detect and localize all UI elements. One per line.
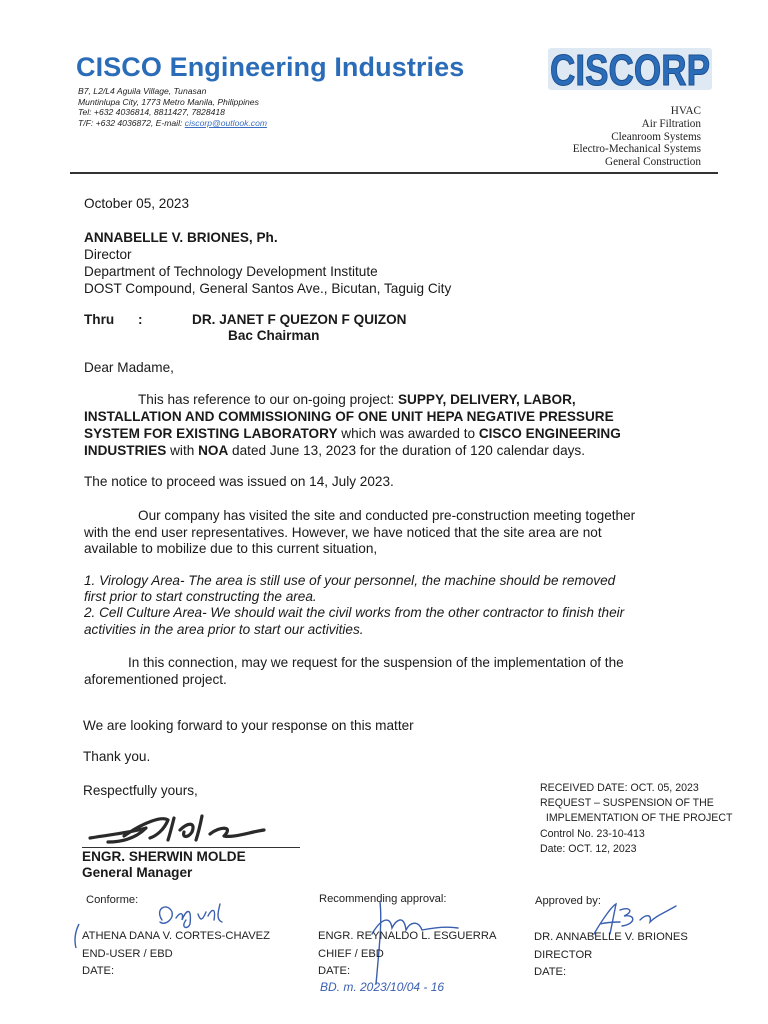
conforme-label: Conforme: bbox=[86, 894, 139, 906]
p1-text: with bbox=[166, 443, 199, 458]
approved-date: DATE: bbox=[534, 966, 567, 979]
thru-name: DR. JANET F QUEZON F QUIZON bbox=[192, 312, 407, 327]
thru-colon: : bbox=[138, 312, 143, 327]
recipient-name: ANNABELLE V. BRIONES, Ph. bbox=[84, 230, 278, 245]
company-address bbox=[78, 86, 267, 128]
service-item: Cleanroom Systems bbox=[611, 130, 701, 143]
recipient-title: Director bbox=[84, 247, 132, 262]
signature-conforme bbox=[150, 898, 230, 932]
handwritten-date: BD. m. 2023/10/04 - 16 bbox=[320, 980, 445, 994]
p1-company: INDUSTRIES bbox=[84, 443, 167, 458]
p1-noa: NOA bbox=[198, 443, 229, 458]
approved-name: DR. ANNABELLE V. BRIONES bbox=[534, 931, 688, 943]
signature-line bbox=[82, 847, 300, 848]
recommending-name: ENGR. REYNALDO L. ESGUERRA bbox=[318, 930, 497, 942]
paragraph-project-reference bbox=[84, 391, 724, 459]
p3-line: available to mobilize due to this current situation, bbox=[84, 541, 378, 557]
p1-text: dated June 13, 2023 for the duration of 120 calendar days. bbox=[228, 443, 585, 458]
recommending-label: Recommending approval: bbox=[319, 893, 447, 905]
list-item: 1. Virology Area- The area is still use of your personnel, the machine should be removed bbox=[84, 573, 616, 588]
stamp-line: Date: OCT. 12, 2023 bbox=[540, 842, 637, 855]
p3-line: with the end user representatives. However, we have noticed that the site area are not bbox=[84, 524, 602, 540]
recommending-role: CHIEF / EBD bbox=[318, 947, 384, 960]
address-line bbox=[78, 118, 267, 129]
paragraph-notice: The notice to proceed was issued on 14, July 2023. bbox=[84, 474, 394, 489]
p1-project: SUPPY, DELIVERY, LABOR, bbox=[397, 392, 576, 407]
company-name: CISCO Engineering Industries bbox=[76, 52, 465, 82]
thank-you: Thank you. bbox=[83, 749, 151, 764]
p1-project: SYSTEM FOR EXISTING LABORATORY bbox=[84, 426, 338, 441]
recommending-date: DATE: bbox=[318, 965, 351, 978]
paragraph-response: We are looking forward to your response on this matter bbox=[83, 718, 414, 733]
service-item: General Construction bbox=[604, 156, 701, 169]
conforme-role: END-USER / EBD bbox=[82, 947, 173, 960]
list-item: activities in the area prior to start our activities. bbox=[84, 621, 364, 637]
p1-text: This has reference to our on-going project: bbox=[138, 392, 398, 407]
paragraph-request bbox=[84, 654, 724, 688]
address-line: Muntinlupa City, 1773 Metro Manila, Philippines bbox=[78, 96, 259, 107]
services-list bbox=[573, 105, 701, 169]
service-item: HVAC bbox=[670, 105, 701, 117]
received-stamp bbox=[540, 781, 732, 857]
stamp-line: REQUEST – SUSPENSION OF THE bbox=[540, 797, 714, 810]
p4-line: In this connection, may we request for the suspension of the implementation of the bbox=[128, 655, 624, 670]
conforme-block bbox=[82, 928, 270, 981]
logo-text: CISCORP bbox=[550, 46, 710, 95]
conforme-date: DATE: bbox=[82, 965, 115, 978]
recipient-block bbox=[84, 229, 451, 297]
closing: Respectfully yours, bbox=[83, 783, 198, 798]
letter-date: October 05, 2023 bbox=[84, 196, 190, 211]
p4-line: aforementioned project. bbox=[84, 672, 227, 687]
stamp-line: Control No. 23-10-413 bbox=[540, 827, 645, 840]
approved-block bbox=[534, 929, 688, 982]
stamp-line: RECEIVED DATE: OCT. 05, 2023 bbox=[540, 782, 699, 794]
recipient-org: Department of Technology Development Institute bbox=[84, 264, 378, 279]
header-divider bbox=[70, 172, 718, 174]
service-item: Air Filtration bbox=[641, 117, 701, 130]
conforme-name: ATHENA DANA V. CORTES-CHAVEZ bbox=[82, 930, 270, 942]
p1-text: which was awarded to bbox=[337, 426, 479, 441]
recipient-address: DOST Compound, General Santos Ave., Bicutan, Taguig City bbox=[84, 281, 452, 296]
list-item: first prior to start constructing the area. bbox=[84, 589, 317, 605]
approved-role: DIRECTOR bbox=[534, 948, 593, 961]
p3-line: Our company has visited the site and conducted pre-construction meeting together bbox=[138, 508, 636, 523]
signature-molde bbox=[84, 808, 284, 850]
signatory-title: General Manager bbox=[82, 865, 193, 880]
recommending-block bbox=[318, 928, 496, 981]
situation-list bbox=[84, 573, 724, 638]
address-line: B7, L2/L4 Aguila Village, Tunasan bbox=[78, 86, 207, 96]
approved-label: Approved by: bbox=[535, 895, 601, 907]
salutation: Dear Madame, bbox=[84, 360, 174, 375]
p1-company: CISCO ENGINEERING bbox=[478, 426, 621, 441]
list-item: 2. Cell Culture Area- We should wait the civil works from the other contractor to finish their bbox=[84, 605, 625, 621]
paragraph-site-visit bbox=[84, 508, 724, 558]
company-logo bbox=[546, 42, 714, 94]
email-link[interactable]: ciscorp@outlook.com bbox=[184, 117, 268, 128]
pen-mark bbox=[72, 922, 82, 950]
p1-project: INSTALLATION AND COMMISSIONING OF ONE UNIT HEPA NEGATIVE PRESSURE bbox=[84, 409, 614, 424]
stamp-line: IMPLEMENTATION OF THE PROJECT bbox=[540, 812, 733, 825]
thru-title: Bac Chairman bbox=[228, 328, 320, 343]
thru-label: Thru bbox=[84, 312, 115, 327]
address-line: Tel: +632 4036814, 8811427, 7828418 bbox=[78, 107, 225, 118]
signatory-name: ENGR. SHERWIN MOLDE bbox=[82, 849, 246, 864]
tf-prefix: T/F: +632 4036872, E-mail: bbox=[78, 117, 185, 128]
service-item: Electro-Mechanical Systems bbox=[572, 143, 701, 156]
